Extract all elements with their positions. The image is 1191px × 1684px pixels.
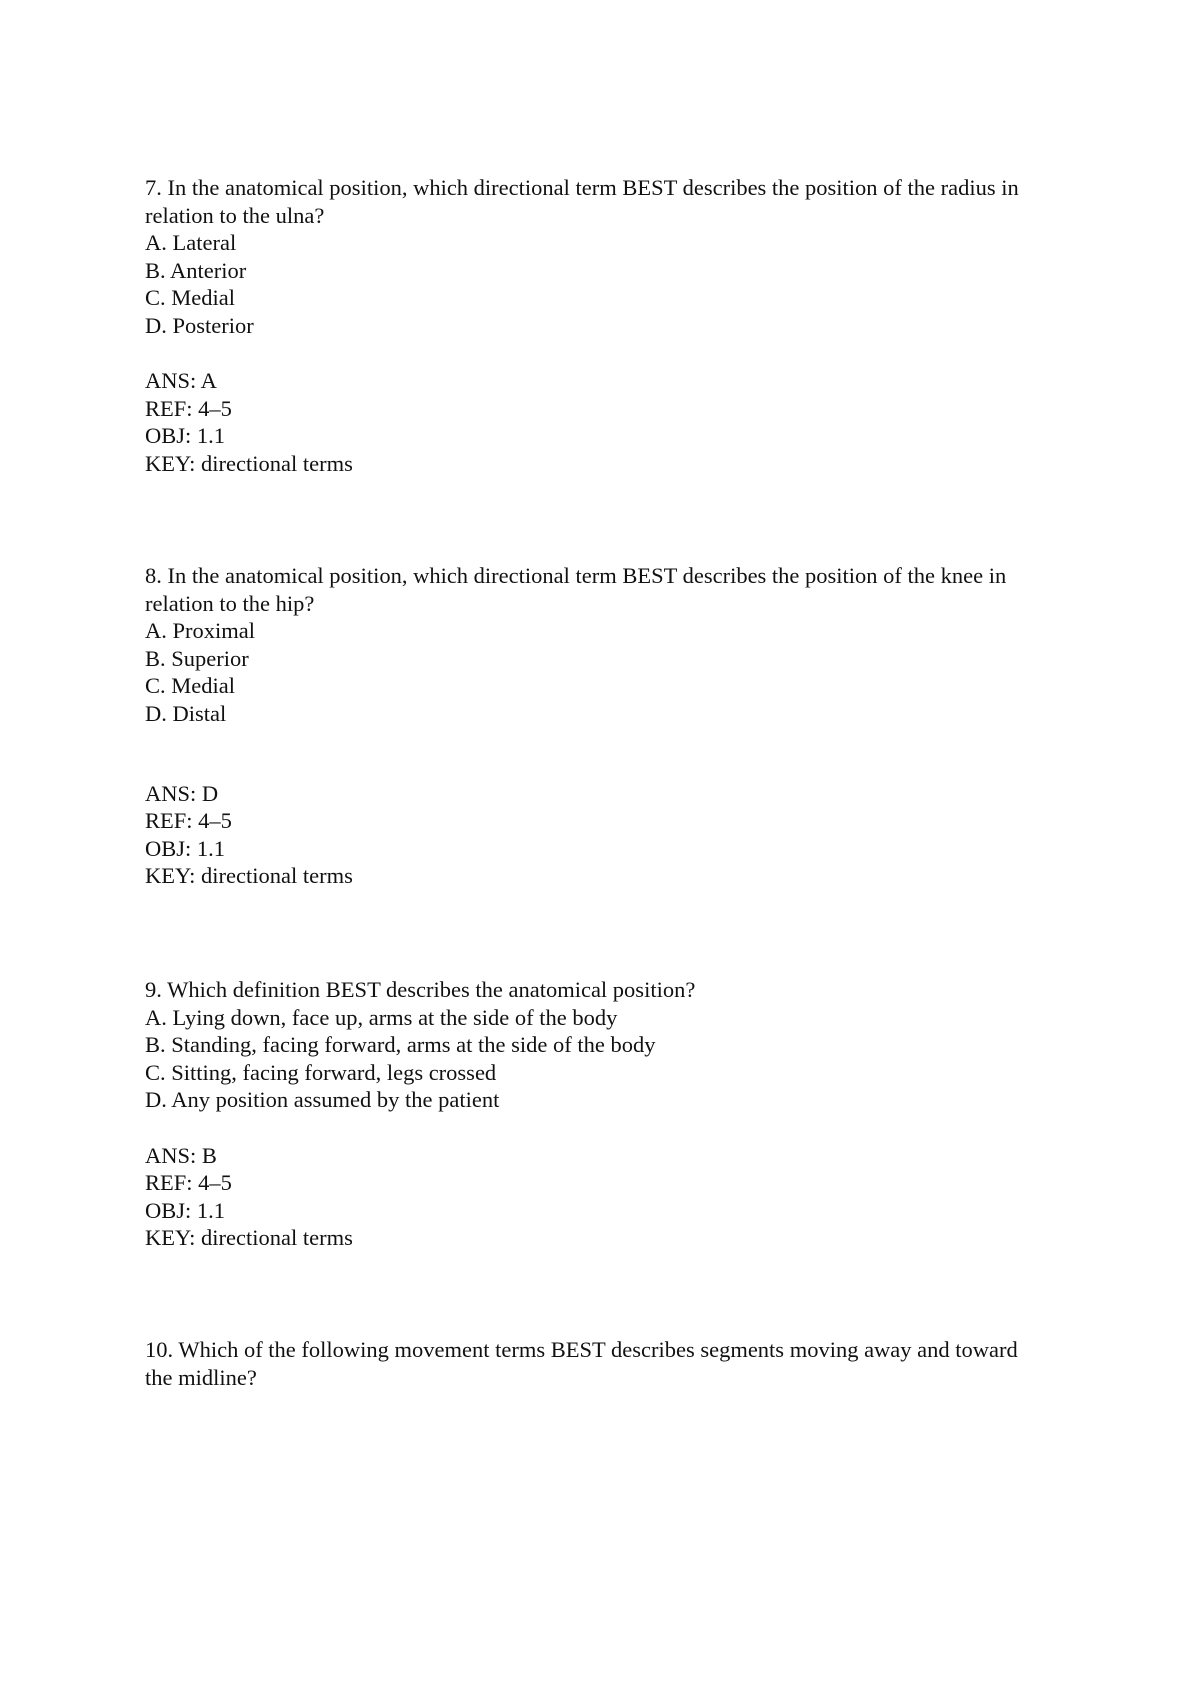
- spacer: [145, 340, 1095, 368]
- answer-option: D. Any position assumed by the patient: [145, 1087, 500, 1113]
- objective: OBJ: 1.1: [145, 1197, 226, 1223]
- answer-option: C. Medial: [145, 285, 235, 311]
- keyword: KEY: directional terms: [145, 863, 353, 889]
- answer-key: ANS: A: [145, 368, 217, 394]
- question-stem-line: 10. Which of the following movement terms BEST describes segments moving away and toward: [145, 1337, 1018, 1362]
- answer-key: ANS: B: [145, 1142, 217, 1168]
- answer-option: C. Sitting, facing forward, legs crossed: [145, 1059, 497, 1085]
- objective: OBJ: 1.1: [145, 835, 226, 861]
- objective: OBJ: 1.1: [145, 423, 226, 449]
- spacer: [145, 728, 1095, 780]
- question-stem-line: the midline?: [145, 1364, 257, 1390]
- question-stem-line: 9. Which definition BEST describes the anatomical position?: [145, 977, 696, 1002]
- reference: REF: 4–5: [145, 1170, 232, 1196]
- answer-option: B. Superior: [145, 645, 249, 671]
- keyword: KEY: directional terms: [145, 450, 353, 476]
- question-stem-line: 7. In the anatomical position, which directional term BEST describes the position of the radius in: [145, 175, 1019, 200]
- keyword: KEY: directional terms: [145, 1225, 353, 1251]
- question-7: [145, 174, 1095, 478]
- answer-option: D. Distal: [145, 700, 227, 726]
- answer-option: B. Standing, facing forward, arms at the side of the body: [145, 1032, 656, 1058]
- answer-option: B. Anterior: [145, 257, 247, 283]
- question-8: [145, 562, 1095, 890]
- answer-key: ANS: D: [145, 780, 219, 806]
- question-stem-line: 8. In the anatomical position, which directional term BEST describes the position of the knee in: [145, 563, 1007, 588]
- answer-option: A. Lying down, face up, arms at the side of the body: [145, 1004, 618, 1030]
- spacer: [145, 1114, 1095, 1142]
- question-stem-line: relation to the ulna?: [145, 202, 325, 228]
- answer-option: C. Medial: [145, 673, 235, 699]
- answer-option: D. Posterior: [145, 312, 254, 338]
- question-stem-line: relation to the hip?: [145, 590, 315, 616]
- answer-option: A. Lateral: [145, 230, 237, 256]
- reference: REF: 4–5: [145, 395, 232, 421]
- reference: REF: 4–5: [145, 808, 232, 834]
- question-10: [145, 1336, 1095, 1391]
- answer-option: A. Proximal: [145, 618, 255, 644]
- question-9: [145, 976, 1095, 1252]
